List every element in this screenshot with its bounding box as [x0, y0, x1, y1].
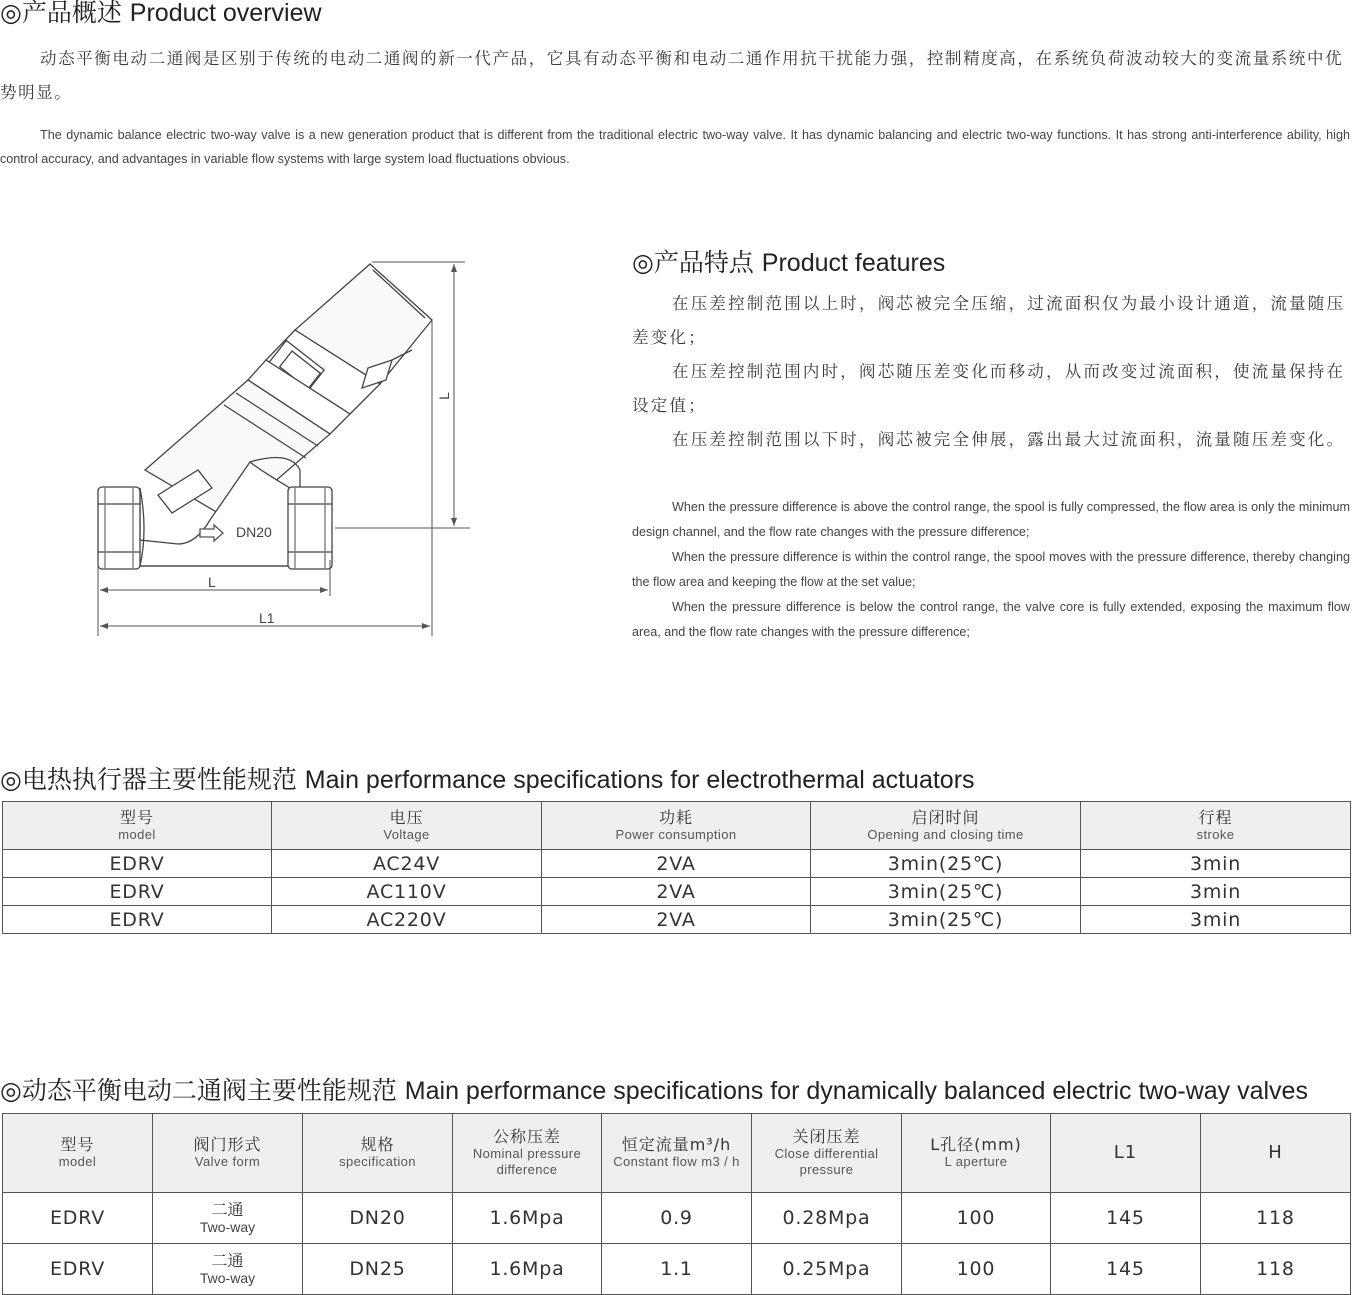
left-nut	[98, 487, 140, 569]
table-cell: AC220V	[272, 906, 542, 934]
header-cell: 公称压差 Nominal pressure difference	[453, 1114, 602, 1193]
table-cell: 二通 Two-way	[153, 1193, 303, 1244]
actuator-title-cn: 电热执行器主要性能规范	[21, 765, 297, 794]
feature-cn-item: 在压差控制范围以上时，阀芯被完全压缩，过流面积仅为最小设计通道，流量随压差变化；	[632, 294, 1346, 347]
table-cell: DN25	[303, 1244, 453, 1295]
valve-title-en: Main performance specifications for dynamically balanced electric two-way valves	[404, 1077, 1308, 1105]
header-cell: 关闭压差 Close differential pressure	[752, 1114, 902, 1193]
table-cell: 3min(25℃)	[811, 878, 1081, 906]
features-cn-list	[632, 287, 1350, 457]
feature-cn-item: 在压差控制范围内时，阀芯随压差变化而移动，从而改变过流面积，使流量保持在设定值；	[632, 362, 1346, 415]
header-cell: 型号 model	[3, 802, 272, 850]
header-cell: 电压 Voltage	[272, 802, 542, 850]
header-cell: 行程 stroke	[1081, 802, 1351, 850]
table-cell: EDRV	[3, 1193, 153, 1244]
actuator-symbol: ◎	[0, 765, 22, 794]
table-cell: 1.6Mpa	[453, 1193, 602, 1244]
features-symbol: ◎	[632, 248, 654, 277]
features-en-list	[632, 495, 1350, 645]
diagram-l-label: L	[208, 574, 216, 590]
valve-symbol: ◎	[0, 1076, 22, 1105]
feature-en-item: When the pressure difference is within the control range, the spool moves with the pressure difference, thereby changing the flow area and keeping the flow at the set value;	[632, 550, 1350, 589]
table-row	[3, 850, 1351, 878]
table-cell: 2VA	[542, 906, 811, 934]
table-cell: 100	[902, 1244, 1051, 1295]
table-cell: 0.28Mpa	[752, 1193, 902, 1244]
diagram-dn-label: DN20	[236, 524, 272, 540]
table-header-row	[3, 802, 1351, 850]
table-cell: 0.25Mpa	[752, 1244, 902, 1295]
table-cell: DN20	[303, 1193, 453, 1244]
valve-spec-table	[2, 1113, 1351, 1295]
table-header-row	[3, 1114, 1351, 1193]
overview-symbol: ◎	[0, 0, 22, 27]
overview-title-cn: 产品概述	[21, 0, 122, 27]
header-cell: 恒定流量m³/h Constant flow m3 / h	[602, 1114, 752, 1193]
table-cell: EDRV	[3, 878, 272, 906]
overview-paragraph-cn: 动态平衡电动二通阀是区别于传统的电动二通阀的新一代产品，它具有动态平衡和电动二通作用抗干扰能力强，控制精度高，在系统负荷波动较大的变流量系统中优势明显。	[0, 49, 1344, 102]
valve-diagram	[0, 240, 600, 650]
diagram-l-side-label: L	[435, 392, 452, 400]
table-cell: 118	[1201, 1244, 1351, 1295]
features-title-en: Product features	[761, 249, 946, 277]
valve-table-title	[0, 1076, 1308, 1106]
diagram-l1-label: L1	[259, 610, 275, 626]
table-cell: 2VA	[542, 878, 811, 906]
overview-title	[0, 0, 322, 28]
table-cell: 1.1	[602, 1244, 752, 1295]
table-cell: EDRV	[3, 1244, 153, 1295]
table-cell: AC110V	[272, 878, 542, 906]
overview-paragraph-en: The dynamic balance electric two-way valve is a new generation product that is different from the traditional electric two-way valve. It has dynamic balancing and electric two-way functions. It has strong anti-interference ability, high control accuracy, and advantages in variable flow systems with large system load fluctuations obvious.	[0, 128, 1350, 166]
table-cell: 3min	[1081, 906, 1351, 934]
table-cell: 145	[1051, 1193, 1201, 1244]
overview-title-en: Product overview	[129, 0, 322, 27]
features-title-cn: 产品特点	[653, 248, 754, 277]
table-cell: 3min	[1081, 850, 1351, 878]
header-cell: L孔径(mm) L aperture	[902, 1114, 1051, 1193]
header-cell: L1	[1051, 1114, 1201, 1193]
table-cell: 二通 Two-way	[153, 1244, 303, 1295]
table-cell: 3min(25℃)	[811, 906, 1081, 934]
features-title	[632, 248, 945, 278]
table-cell: 2VA	[542, 850, 811, 878]
table-row	[3, 1244, 1351, 1295]
actuator-spec-table	[2, 801, 1351, 934]
table-cell: 0.9	[602, 1193, 752, 1244]
feature-en-item: When the pressure difference is below the control range, the valve core is fully extended, exposing the maximum flow area, and the flow rate changes with the pressure difference;	[632, 600, 1350, 639]
valve-title-cn: 动态平衡电动二通阀主要性能规范	[21, 1076, 397, 1105]
table-cell: 1.6Mpa	[453, 1244, 602, 1295]
header-cell: H	[1201, 1114, 1351, 1193]
actuator-table-title	[0, 765, 975, 795]
table-cell: 145	[1051, 1244, 1201, 1295]
header-cell: 规格 specification	[303, 1114, 453, 1193]
table-cell: AC24V	[272, 850, 542, 878]
actuator-title-en: Main performance specifications for electrothermal actuators	[304, 766, 975, 794]
feature-cn-item: 在压差控制范围以下时，阀芯被完全伸展，露出最大过流面积，流量随压差变化。	[672, 430, 1346, 449]
table-cell: EDRV	[3, 850, 272, 878]
table-row	[3, 1193, 1351, 1244]
header-cell: 型号 model	[3, 1114, 153, 1193]
table-cell: 118	[1201, 1193, 1351, 1244]
header-cell: 启闭时间 Opening and closing time	[811, 802, 1081, 850]
table-cell: 3min	[1081, 878, 1351, 906]
table-row	[3, 906, 1351, 934]
table-row	[3, 878, 1351, 906]
table-cell: EDRV	[3, 906, 272, 934]
table-cell: 3min(25℃)	[811, 850, 1081, 878]
table-cell: 100	[902, 1193, 1051, 1244]
header-cell: 功耗 Power consumption	[542, 802, 811, 850]
feature-en-item: When the pressure difference is above the control range, the spool is fully compressed, the flow area is only the minimum design channel, and the flow rate changes with the pressure difference;	[632, 500, 1350, 539]
header-cell: 阀门形式 Valve form	[153, 1114, 303, 1193]
